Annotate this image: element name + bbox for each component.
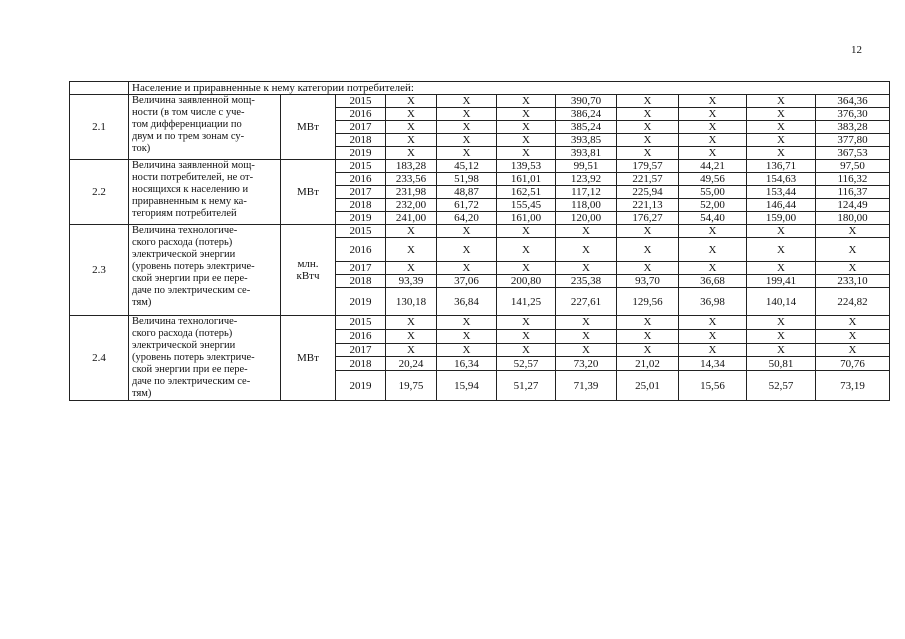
value-cell: 16,34 bbox=[437, 357, 497, 371]
value-cell: 221,13 bbox=[617, 199, 679, 212]
value-cell: 36,68 bbox=[679, 275, 747, 288]
value-cell: X bbox=[747, 262, 816, 275]
section-number: 2.3 bbox=[70, 225, 129, 316]
value-cell: X bbox=[437, 147, 497, 160]
value-cell: 180,00 bbox=[816, 212, 890, 225]
value-cell: X bbox=[816, 343, 890, 357]
value-cell: X bbox=[617, 121, 679, 134]
value-cell: X bbox=[437, 262, 497, 275]
value-cell: 383,28 bbox=[816, 121, 890, 134]
value-cell: X bbox=[386, 343, 437, 357]
value-cell: X bbox=[497, 225, 556, 238]
value-cell: X bbox=[747, 225, 816, 238]
value-cell: 116,32 bbox=[816, 173, 890, 186]
section-description: Величина технологиче- ского расхода (потерь) электрической энергии (уровень потерь электриче- ской энергии при ее пере- даче по электрическим се- тям) bbox=[129, 316, 281, 401]
value-cell: X bbox=[386, 225, 437, 238]
value-cell: X bbox=[679, 238, 747, 262]
value-cell: 15,56 bbox=[679, 371, 747, 401]
year-cell: 2017 bbox=[336, 262, 386, 275]
value-cell: X bbox=[497, 121, 556, 134]
section-description: Величина заявленной мощ- ности (в том числе с уче- том дифференциации по двум и по трем зонам су- ток) bbox=[129, 95, 281, 160]
value-cell: 232,00 bbox=[386, 199, 437, 212]
value-cell: 55,00 bbox=[679, 186, 747, 199]
value-cell: 15,94 bbox=[437, 371, 497, 401]
value-cell: 136,71 bbox=[747, 160, 816, 173]
value-cell: 45,12 bbox=[437, 160, 497, 173]
value-cell: X bbox=[747, 147, 816, 160]
value-cell: 393,85 bbox=[556, 134, 617, 147]
value-cell: 70,76 bbox=[816, 357, 890, 371]
value-cell: X bbox=[497, 262, 556, 275]
group-header-empty-cell bbox=[70, 82, 129, 95]
value-cell: X bbox=[816, 262, 890, 275]
value-cell: 123,92 bbox=[556, 173, 617, 186]
value-cell: 51,27 bbox=[497, 371, 556, 401]
value-cell: 129,56 bbox=[617, 288, 679, 316]
year-cell: 2017 bbox=[336, 121, 386, 134]
value-cell: X bbox=[497, 134, 556, 147]
value-cell: 153,44 bbox=[747, 186, 816, 199]
section-number: 2.1 bbox=[70, 95, 129, 160]
value-cell: 93,70 bbox=[617, 275, 679, 288]
value-cell: 130,18 bbox=[386, 288, 437, 316]
value-cell: 50,81 bbox=[747, 357, 816, 371]
value-cell: 21,02 bbox=[617, 357, 679, 371]
value-cell: 235,38 bbox=[556, 275, 617, 288]
value-cell: 36,84 bbox=[437, 288, 497, 316]
value-cell: 393,81 bbox=[556, 147, 617, 160]
value-cell: X bbox=[617, 108, 679, 121]
value-cell: X bbox=[747, 121, 816, 134]
year-cell: 2019 bbox=[336, 371, 386, 401]
value-cell: X bbox=[816, 316, 890, 330]
page-number: 12 bbox=[851, 44, 862, 56]
value-cell: 241,00 bbox=[386, 212, 437, 225]
value-cell: 52,57 bbox=[497, 357, 556, 371]
value-cell: 161,00 bbox=[497, 212, 556, 225]
year-cell: 2016 bbox=[336, 108, 386, 121]
section-unit: МВт bbox=[281, 160, 336, 225]
year-cell: 2018 bbox=[336, 134, 386, 147]
value-cell: 367,53 bbox=[816, 147, 890, 160]
value-cell: X bbox=[386, 95, 437, 108]
value-cell: X bbox=[679, 134, 747, 147]
value-cell: 20,24 bbox=[386, 357, 437, 371]
value-cell: 227,61 bbox=[556, 288, 617, 316]
table-row bbox=[70, 316, 890, 330]
value-cell: X bbox=[386, 134, 437, 147]
value-cell: 146,44 bbox=[747, 199, 816, 212]
value-cell: X bbox=[437, 343, 497, 357]
value-cell: X bbox=[747, 316, 816, 330]
value-cell: X bbox=[437, 225, 497, 238]
value-cell: X bbox=[437, 238, 497, 262]
year-cell: 2019 bbox=[336, 147, 386, 160]
group-header-row bbox=[70, 82, 890, 95]
value-cell: 159,00 bbox=[747, 212, 816, 225]
value-cell: X bbox=[679, 343, 747, 357]
value-cell: 37,06 bbox=[437, 275, 497, 288]
value-cell: X bbox=[679, 225, 747, 238]
value-cell: 225,94 bbox=[617, 186, 679, 199]
value-cell: 44,21 bbox=[679, 160, 747, 173]
year-cell: 2019 bbox=[336, 212, 386, 225]
value-cell: 117,12 bbox=[556, 186, 617, 199]
value-cell: 154,63 bbox=[747, 173, 816, 186]
value-cell: X bbox=[497, 329, 556, 343]
value-cell: 52,00 bbox=[679, 199, 747, 212]
value-cell: 183,28 bbox=[386, 160, 437, 173]
value-cell: X bbox=[617, 134, 679, 147]
value-cell: X bbox=[679, 316, 747, 330]
value-cell: 162,51 bbox=[497, 186, 556, 199]
value-cell: X bbox=[816, 329, 890, 343]
value-cell: X bbox=[816, 238, 890, 262]
section-description: Величина заявленной мощ- ности потребителей, не от- носящихся к населению и приравненным к нему ка- тегориям потребителей bbox=[129, 160, 281, 225]
value-cell: 25,01 bbox=[617, 371, 679, 401]
year-cell: 2016 bbox=[336, 329, 386, 343]
value-cell: 376,30 bbox=[816, 108, 890, 121]
value-cell: 179,57 bbox=[617, 160, 679, 173]
value-cell: 386,24 bbox=[556, 108, 617, 121]
value-cell: X bbox=[437, 95, 497, 108]
value-cell: X bbox=[386, 262, 437, 275]
table-row bbox=[70, 160, 890, 173]
value-cell: 390,70 bbox=[556, 95, 617, 108]
value-cell: 224,82 bbox=[816, 288, 890, 316]
value-cell: X bbox=[617, 238, 679, 262]
year-cell: 2018 bbox=[336, 275, 386, 288]
year-cell: 2015 bbox=[336, 316, 386, 330]
value-cell: X bbox=[679, 329, 747, 343]
value-cell: X bbox=[386, 108, 437, 121]
value-cell: 48,87 bbox=[437, 186, 497, 199]
value-cell: 49,56 bbox=[679, 173, 747, 186]
year-cell: 2018 bbox=[336, 199, 386, 212]
value-cell: X bbox=[679, 95, 747, 108]
value-cell: 97,50 bbox=[816, 160, 890, 173]
value-cell: X bbox=[386, 121, 437, 134]
value-cell: X bbox=[556, 238, 617, 262]
value-cell: X bbox=[747, 329, 816, 343]
data-table bbox=[69, 81, 890, 401]
value-cell: X bbox=[617, 316, 679, 330]
value-cell: X bbox=[679, 262, 747, 275]
value-cell: X bbox=[816, 225, 890, 238]
table-row bbox=[70, 95, 890, 108]
value-cell: 140,14 bbox=[747, 288, 816, 316]
value-cell: 73,19 bbox=[816, 371, 890, 401]
group-header: Население и приравненные к нему категории потребителей: bbox=[129, 82, 890, 95]
value-cell: 64,20 bbox=[437, 212, 497, 225]
value-cell: X bbox=[556, 343, 617, 357]
value-cell: 377,80 bbox=[816, 134, 890, 147]
value-cell: X bbox=[679, 147, 747, 160]
section-description: Величина технологиче- ского расхода (потерь) электрической энергии (уровень потерь электриче- ской энергии при ее пере- даче по электрическим се- тям) bbox=[129, 225, 281, 316]
value-cell: 231,98 bbox=[386, 186, 437, 199]
value-cell: X bbox=[437, 329, 497, 343]
value-cell: 200,80 bbox=[497, 275, 556, 288]
value-cell: 118,00 bbox=[556, 199, 617, 212]
value-cell: X bbox=[437, 108, 497, 121]
value-cell: X bbox=[556, 262, 617, 275]
year-cell: 2016 bbox=[336, 173, 386, 186]
value-cell: 199,41 bbox=[747, 275, 816, 288]
section-unit: млн. кВтч bbox=[281, 225, 336, 316]
value-cell: X bbox=[497, 343, 556, 357]
value-cell: 221,57 bbox=[617, 173, 679, 186]
value-cell: 161,01 bbox=[497, 173, 556, 186]
value-cell: X bbox=[747, 134, 816, 147]
value-cell: 93,39 bbox=[386, 275, 437, 288]
year-cell: 2015 bbox=[336, 95, 386, 108]
value-cell: 141,25 bbox=[497, 288, 556, 316]
value-cell: 116,37 bbox=[816, 186, 890, 199]
year-cell: 2019 bbox=[336, 288, 386, 316]
value-cell: 36,98 bbox=[679, 288, 747, 316]
value-cell: X bbox=[747, 108, 816, 121]
value-cell: 139,53 bbox=[497, 160, 556, 173]
value-cell: X bbox=[556, 225, 617, 238]
value-cell: X bbox=[497, 316, 556, 330]
value-cell: X bbox=[437, 134, 497, 147]
value-cell: X bbox=[617, 329, 679, 343]
value-cell: 99,51 bbox=[556, 160, 617, 173]
year-cell: 2017 bbox=[336, 186, 386, 199]
year-cell: 2018 bbox=[336, 357, 386, 371]
value-cell: X bbox=[437, 121, 497, 134]
value-cell: 120,00 bbox=[556, 212, 617, 225]
value-cell: 19,75 bbox=[386, 371, 437, 401]
value-cell: X bbox=[497, 238, 556, 262]
value-cell: 54,40 bbox=[679, 212, 747, 225]
value-cell: 52,57 bbox=[747, 371, 816, 401]
value-cell: X bbox=[617, 225, 679, 238]
value-cell: 233,10 bbox=[816, 275, 890, 288]
value-cell: X bbox=[556, 329, 617, 343]
value-cell: 364,36 bbox=[816, 95, 890, 108]
value-cell: X bbox=[386, 238, 437, 262]
value-cell: X bbox=[747, 238, 816, 262]
value-cell: 71,39 bbox=[556, 371, 617, 401]
year-cell: 2015 bbox=[336, 225, 386, 238]
value-cell: X bbox=[556, 316, 617, 330]
value-cell: 385,24 bbox=[556, 121, 617, 134]
value-cell: X bbox=[617, 343, 679, 357]
value-cell: X bbox=[497, 108, 556, 121]
value-cell: 73,20 bbox=[556, 357, 617, 371]
value-cell: X bbox=[679, 121, 747, 134]
value-cell: X bbox=[497, 147, 556, 160]
section-number: 2.2 bbox=[70, 160, 129, 225]
value-cell: X bbox=[747, 95, 816, 108]
table-row bbox=[70, 225, 890, 238]
value-cell: 124,49 bbox=[816, 199, 890, 212]
year-cell: 2016 bbox=[336, 238, 386, 262]
value-cell: X bbox=[747, 343, 816, 357]
year-cell: 2017 bbox=[336, 343, 386, 357]
value-cell: 51,98 bbox=[437, 173, 497, 186]
section-unit: МВт bbox=[281, 316, 336, 401]
value-cell: X bbox=[386, 329, 437, 343]
year-cell: 2015 bbox=[336, 160, 386, 173]
value-cell: X bbox=[437, 316, 497, 330]
value-cell: X bbox=[386, 147, 437, 160]
value-cell: X bbox=[617, 95, 679, 108]
value-cell: X bbox=[617, 147, 679, 160]
value-cell: X bbox=[386, 316, 437, 330]
value-cell: 176,27 bbox=[617, 212, 679, 225]
value-cell: 14,34 bbox=[679, 357, 747, 371]
value-cell: 155,45 bbox=[497, 199, 556, 212]
value-cell: 61,72 bbox=[437, 199, 497, 212]
section-unit: МВт bbox=[281, 95, 336, 160]
value-cell: X bbox=[617, 262, 679, 275]
value-cell: X bbox=[679, 108, 747, 121]
value-cell: X bbox=[497, 95, 556, 108]
section-number: 2.4 bbox=[70, 316, 129, 401]
value-cell: 233,56 bbox=[386, 173, 437, 186]
